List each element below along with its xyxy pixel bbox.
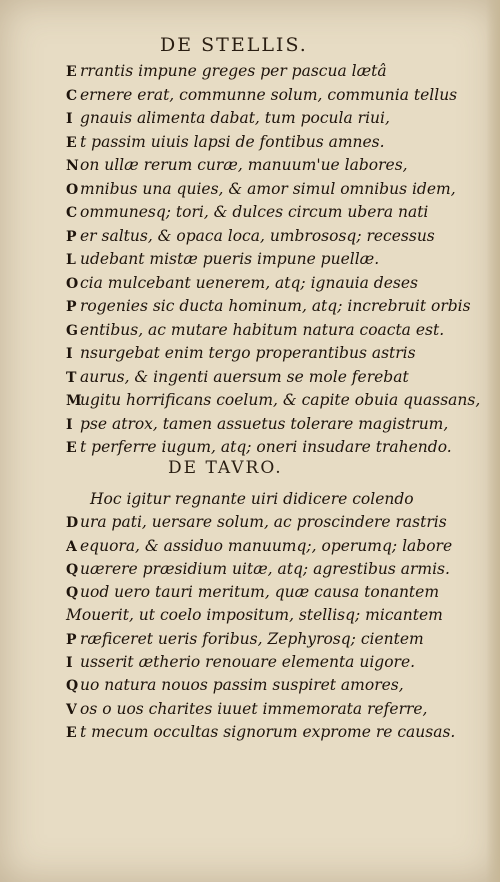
verse-text: udebant mistæ pueris impune puellæ. <box>80 250 380 268</box>
verse-initial: O <box>66 275 79 292</box>
verse-text: aurus, & ingenti auersum se mole ferebat <box>80 367 409 386</box>
verse-text: usserit ætherio renouare elementa uigore. <box>80 653 416 672</box>
verse-text: uærere præsidium uitæ, atq; agrestibus armis. <box>80 559 450 578</box>
verse-initial: P <box>66 228 77 245</box>
verse-text: equora, & assiduo manuumq;, operumq; labore <box>80 536 453 555</box>
verse-block-tauro <box>66 488 480 744</box>
verse-initial: D <box>66 515 79 532</box>
verse-text: uod uero tauri meritum, quæ causa tonantem <box>80 583 440 602</box>
verse-text: ernere erat, communne solum, communia tellus <box>80 85 458 104</box>
verse-initial: M <box>66 393 82 409</box>
verse-initial: Q <box>66 561 79 578</box>
verse-initial: I <box>66 416 73 433</box>
verse-line <box>66 698 480 721</box>
verse-text: ommunesq; tori, & dulces circum ubera nati <box>80 203 429 221</box>
page-gutter-shadow <box>486 0 500 882</box>
verse-text: entibus, ac mutare habitum natura coacta est. <box>80 320 445 339</box>
verse-initial: G <box>66 322 78 339</box>
verse-text: cia mulcebant uenerem, atq; ignauia deses <box>80 273 418 292</box>
verse-line <box>66 389 480 413</box>
verse-initial: E <box>66 64 77 80</box>
verse-initial: P <box>66 299 77 315</box>
verse-initial: P <box>66 631 77 648</box>
section-heading: DE TAVRO. <box>168 458 283 478</box>
verse-text: Hoc igitur regnante uiri didicere colendo <box>90 490 414 508</box>
verse-initial: L <box>66 252 76 268</box>
verse-line <box>66 628 480 651</box>
verse-initial: Q <box>66 678 79 695</box>
verse-text: mnibus una quies, & amor simul omnibus idem, <box>80 179 456 198</box>
verse-line <box>66 319 480 343</box>
verse-initial: C <box>66 205 78 221</box>
verse-text: t passim uiuis lapsi de fontibus amnes. <box>80 132 385 151</box>
verse-line <box>66 60 480 84</box>
verse-initial: N <box>66 158 79 174</box>
verse-line <box>66 721 480 744</box>
verse-line <box>66 558 480 581</box>
verse-block-stellis <box>66 60 480 460</box>
verse-text: rogenies sic ducta hominum, atq; increbruit orbis <box>80 297 471 315</box>
verse-line <box>66 154 480 178</box>
verse-line <box>66 131 480 155</box>
verse-line <box>66 342 480 366</box>
verse-line <box>66 84 480 108</box>
verse-text: pse atrox, tamen assuetus tolerare magistrum, <box>80 414 449 433</box>
verse-line <box>66 488 480 511</box>
verse-text: os o uos charites iuuet immemorata referre, <box>80 699 428 718</box>
verse-initial: E <box>66 134 77 151</box>
verse-initial: I <box>66 655 73 672</box>
verse-initial: O <box>66 181 79 198</box>
verse-initial: E <box>66 724 77 741</box>
verse-text: uo natura nouos passim suspiret amores, <box>80 676 404 695</box>
verse-line <box>66 225 480 249</box>
verse-text: t perferre iugum, atq; oneri insudare trahendo. <box>80 438 452 456</box>
verse-text: Mouerit, ut coelo impositum, stellisq; micantem <box>66 606 443 625</box>
verse-text: t mecum occultas signorum exprome re causas. <box>80 722 456 741</box>
running-head: DE STELLIS. <box>160 34 308 56</box>
verse-line <box>66 674 480 697</box>
verse-text: nsurgebat enim tergo properantibus astris <box>80 344 416 362</box>
verse-line <box>66 107 480 131</box>
verse-line <box>66 511 480 534</box>
verse-text: ræficeret ueris foribus, Zephyrosq; cientem <box>80 629 424 648</box>
verse-initial: V <box>66 701 77 718</box>
verse-text: gnauis alimenta dabat, tum pocula riui, <box>80 109 390 127</box>
verse-initial: I <box>66 111 73 127</box>
verse-line <box>66 436 480 460</box>
verse-text: er saltus, & opaca loca, umbrososq; recessus <box>80 226 435 245</box>
verse-initial: T <box>66 369 77 386</box>
verse-line <box>66 581 480 604</box>
verse-initial: A <box>66 538 77 555</box>
verse-initial: Q <box>66 585 79 602</box>
verse-line <box>66 604 480 627</box>
verse-initial: I <box>66 346 73 362</box>
verse-initial: C <box>66 87 78 104</box>
verse-line <box>66 366 480 390</box>
verse-line <box>66 201 480 225</box>
verse-text: on ullæ rerum curæ, manuum'ue labores, <box>80 156 408 174</box>
verse-line <box>66 295 480 319</box>
verse-line <box>66 272 480 296</box>
verse-line <box>66 248 480 272</box>
verse-line <box>66 178 480 202</box>
verse-line <box>66 535 480 558</box>
verse-text: ugitu horrificans coelum, & capite obuia quassans, <box>80 391 481 409</box>
verse-text: rrantis impune greges per pascua lætâ <box>80 62 387 80</box>
verse-line <box>66 413 480 437</box>
verse-initial: E <box>66 440 77 456</box>
verse-line <box>66 651 480 674</box>
verse-text: ura pati, uersare solum, ac proscindere rastris <box>80 513 447 532</box>
